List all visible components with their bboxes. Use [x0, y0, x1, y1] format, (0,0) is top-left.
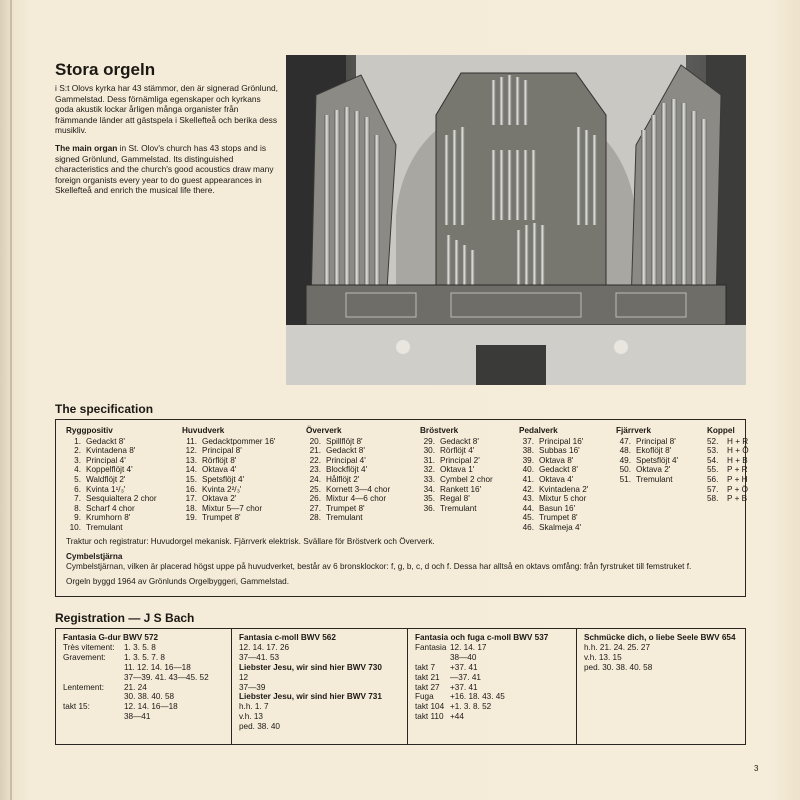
- page-number: 3: [754, 764, 759, 773]
- stop-row: [420, 494, 493, 504]
- stop-name: Gedacktpommer 16': [202, 436, 276, 446]
- stop-name: Gedackt 8': [440, 436, 479, 446]
- stop-name: Principal 4': [326, 455, 366, 465]
- piece-title: Fantasia G-dur BWV 572: [63, 633, 159, 642]
- spec-column: [182, 426, 275, 523]
- stop-name: Spetsflöjt 4': [202, 474, 245, 484]
- stop-name: Trumpet 8': [539, 513, 578, 523]
- registration-label: takt 7: [415, 662, 436, 672]
- registration-row: [63, 692, 231, 702]
- stop-list: +37. 41: [450, 682, 478, 692]
- stop-name: P + H: [727, 474, 748, 484]
- specification-title: The specification: [55, 402, 154, 416]
- stop-name: Kornett 3—4 chor: [326, 484, 391, 494]
- stop-row: [66, 494, 157, 504]
- stop-row: [519, 485, 588, 495]
- registration-row: [415, 692, 576, 702]
- division-title: Pedalverk: [519, 426, 558, 435]
- stop-name: Oktava 4': [539, 474, 574, 484]
- registration-label: takt 104: [415, 702, 445, 712]
- stop-name: Mixtur 5 chor: [539, 494, 587, 504]
- stop-name: P + R: [727, 465, 748, 475]
- stop-name: Oktava 2': [636, 465, 671, 475]
- stop-list: 11. 12. 14. 16—18: [124, 662, 191, 672]
- stop-name: Kvinta 1¹/₃': [86, 484, 126, 494]
- registration-label: takt 21: [415, 672, 440, 682]
- registration-label: [63, 673, 124, 683]
- registration-row: [415, 702, 576, 712]
- division-title: Huvudverk: [182, 426, 225, 435]
- stop-number: 35.: [423, 494, 435, 504]
- stop-name: Principal 16': [539, 436, 584, 446]
- stop-number: 52.: [707, 436, 719, 446]
- stop-row: [616, 446, 678, 456]
- stop-row: [66, 523, 157, 533]
- stop-row: [519, 513, 588, 523]
- stop-number: 56.: [707, 474, 719, 484]
- stop-name: Tremulant: [86, 522, 123, 532]
- stop-number: 26.: [309, 494, 321, 504]
- stop-number: 3.: [74, 455, 81, 465]
- stop-list: 12. 14. 17: [450, 642, 487, 652]
- stop-number: 25.: [309, 484, 321, 494]
- stop-list: ped. 38. 40: [239, 722, 280, 732]
- stop-name: Tremulant: [636, 474, 673, 484]
- registration-row: [415, 673, 576, 683]
- stop-row: [66, 513, 157, 523]
- spec-column: [420, 426, 493, 513]
- stop-number: 46.: [522, 522, 534, 532]
- division-title: Fjärrverk: [616, 426, 652, 435]
- stop-list: 12. 14. 16—18: [124, 702, 178, 712]
- stop-number: 4.: [74, 465, 81, 475]
- registration-label: [63, 692, 124, 702]
- stop-name: Krumhorn 8': [86, 513, 131, 523]
- stop-row: [306, 475, 390, 485]
- stop-row: [306, 504, 390, 514]
- stop-row: [519, 456, 588, 466]
- stop-row: [306, 513, 390, 523]
- registration-label: Lentement:: [63, 682, 104, 692]
- stop-name: Rörflöjt 4': [440, 446, 475, 456]
- stop-number: 8.: [74, 503, 81, 513]
- stop-list: 12: [239, 672, 249, 682]
- stop-name: Oktava 8': [539, 455, 574, 465]
- stop-number: 17.: [185, 494, 197, 504]
- intro-english-text: in St. Olov's church has 43 stops and is signed Grönlund, Gammelstad. Its distinguished characteristics and the church's good acoustics draw many foreign organists every year to do guest appearances in Skellefteå and enrich the musical life there.: [55, 142, 274, 196]
- stop-name: Subbas 16': [539, 446, 580, 456]
- stop-number: 40.: [522, 465, 534, 475]
- specification-box: [55, 419, 749, 597]
- registration-label: [415, 653, 450, 663]
- stop-name: Rörflöjt 8': [202, 455, 237, 465]
- stop-name: Trumpet 8': [202, 513, 241, 523]
- stop-number: 32.: [423, 465, 435, 475]
- stop-name: Cymbel 2 chor: [440, 474, 493, 484]
- stop-row: [182, 465, 275, 475]
- intro-block: [55, 60, 280, 203]
- stop-list: 1. 3. 5. 7. 8: [124, 652, 165, 662]
- registration-row: [63, 653, 231, 663]
- stop-row: [519, 523, 588, 533]
- stop-name: Kvinta 2²/₃': [202, 484, 242, 494]
- division-title: Koppel: [707, 426, 735, 435]
- stop-row: [66, 446, 157, 456]
- stop-name: Oktava 1': [440, 465, 475, 475]
- stop-row: [420, 456, 493, 466]
- stop-row: [707, 485, 749, 495]
- registration-label: takt 27: [415, 682, 440, 692]
- stop-row: [420, 485, 493, 495]
- registration-row: [63, 643, 231, 653]
- division-title: Bröstverk: [420, 426, 459, 435]
- spec-column: [707, 426, 749, 504]
- stop-name: H + B: [727, 455, 748, 465]
- stop-row: [182, 437, 275, 447]
- stop-row: [182, 475, 275, 485]
- stop-name: Spillflöjt 8': [326, 436, 363, 446]
- stop-row: [707, 437, 749, 447]
- stop-number: 7.: [74, 494, 81, 504]
- registration-column: [576, 629, 745, 744]
- spec-column: [519, 426, 588, 533]
- stop-name: Regal 8': [440, 494, 470, 504]
- stop-number: 30.: [423, 446, 435, 456]
- registration-row: [415, 712, 576, 722]
- stop-list: 12. 14. 17. 26: [239, 642, 290, 652]
- stop-name: Tremulant: [440, 503, 477, 513]
- stop-row: [306, 446, 390, 456]
- piece-title: Liebster Jesu, wir sind hier BWV 731: [239, 692, 382, 702]
- stop-number: 15.: [185, 474, 197, 484]
- stop-number: 31.: [423, 455, 435, 465]
- stop-number: 57.: [707, 484, 719, 494]
- stop-number: 28.: [309, 513, 321, 523]
- stop-list: 30. 38. 40. 58: [124, 692, 175, 702]
- spec-column: [616, 426, 678, 485]
- stop-list: +44: [450, 712, 464, 722]
- stop-number: 11.: [186, 436, 197, 446]
- stop-row: [519, 504, 588, 514]
- registration-label: [63, 712, 124, 722]
- stop-row: [182, 513, 275, 523]
- stop-name: Basun 16': [539, 503, 576, 513]
- stop-row: [306, 437, 390, 447]
- stop-number: 49.: [619, 455, 631, 465]
- stop-row: [420, 465, 493, 475]
- stop-number: 10.: [69, 522, 81, 532]
- stop-number: 12.: [185, 446, 197, 456]
- stop-list: v.h. 13: [239, 712, 263, 722]
- registration-title: Registration — J S Bach: [55, 611, 195, 625]
- stop-name: Koppelflöjt 4': [86, 465, 133, 475]
- stop-row: [66, 465, 157, 475]
- stop-list: +1. 3. 8. 52: [450, 702, 492, 712]
- stop-number: 53.: [707, 446, 719, 456]
- stop-row: [306, 456, 390, 466]
- stop-name: Principal 8': [202, 446, 242, 456]
- registration-row: [415, 683, 576, 693]
- stop-number: 37.: [522, 436, 534, 446]
- stop-row: [182, 494, 275, 504]
- stop-number: 50.: [619, 465, 631, 475]
- registration-row: [63, 673, 231, 683]
- stop-name: Hålflöjt 2': [326, 474, 360, 484]
- stop-name: H + Ö: [727, 446, 749, 456]
- stop-row: [707, 465, 749, 475]
- registration-column: [407, 629, 576, 744]
- stop-number: 23.: [309, 465, 321, 475]
- stop-row: [707, 446, 749, 456]
- stop-name: Ekoflöjt 8': [636, 446, 672, 456]
- stop-list: +16. 18. 43. 45: [450, 692, 505, 702]
- stop-number: 14.: [185, 465, 197, 475]
- stop-row: [519, 475, 588, 485]
- stop-number: 42.: [522, 484, 534, 494]
- stop-number: 2.: [74, 446, 81, 456]
- stop-number: 45.: [522, 513, 534, 523]
- stop-list: 37—39: [239, 682, 266, 692]
- built-text: Orgeln byggd 1964 av Grönlunds Orgelbyggeri, Gammelstad.: [66, 577, 290, 586]
- stop-number: 22.: [309, 455, 321, 465]
- stop-number: 34.: [423, 484, 435, 494]
- stop-row: [306, 465, 390, 475]
- stop-name: Waldflöjt 2': [86, 474, 126, 484]
- organ-photo: [286, 55, 746, 385]
- stop-list: v.h. 13. 15: [584, 652, 622, 662]
- piece-title: Fantasia c-moll BWV 562: [239, 633, 336, 642]
- intro-title: Stora orgeln: [55, 60, 156, 79]
- stop-number: 55.: [707, 465, 719, 475]
- stop-number: 29.: [423, 436, 435, 446]
- stop-number: 19.: [185, 513, 197, 523]
- registration-label: [63, 663, 124, 673]
- stop-row: [66, 437, 157, 447]
- stop-row: [519, 437, 588, 447]
- stop-row: [420, 475, 493, 485]
- organ-photo-drawing: [286, 55, 746, 385]
- division-title: Ryggpositiv: [66, 426, 113, 435]
- stop-number: 5.: [74, 474, 81, 484]
- stop-list: —37. 41: [450, 672, 481, 682]
- stop-name: Mixtur 4—6 chor: [326, 494, 387, 504]
- stop-number: 41.: [522, 474, 534, 484]
- stop-number: 48.: [619, 446, 631, 456]
- stop-row: [707, 456, 749, 466]
- registration-label: Gravement:: [63, 652, 106, 662]
- stop-row: [519, 494, 588, 504]
- stop-row: [616, 465, 678, 475]
- stop-list: 38—41: [124, 712, 151, 722]
- stop-list: +37. 41: [450, 662, 478, 672]
- stop-number: 54.: [707, 455, 719, 465]
- cymbel-text: Cymbelstjärnan, vilken är placerad högst uppe på huvudverket, består av 6 bronsklockor: f, g, b, c, d och f. Dessa har alltså en oktavs omfång: från fyrstruket till femstruket f.: [66, 562, 692, 571]
- stop-number: 39.: [522, 455, 534, 465]
- stop-name: P + Ö: [727, 484, 749, 494]
- stop-number: 13.: [185, 455, 197, 465]
- stop-name: Kvintadena 2': [539, 484, 589, 494]
- stop-name: Oktava 2': [202, 494, 237, 504]
- stop-number: 27.: [309, 503, 321, 513]
- stop-name: P + B: [727, 494, 748, 504]
- registration-column: [56, 629, 231, 744]
- stop-number: 16.: [185, 484, 197, 494]
- registration-box: [55, 628, 746, 745]
- registration-label: takt 15:: [63, 702, 90, 712]
- stop-row: [182, 446, 275, 456]
- stop-number: 38.: [522, 446, 534, 456]
- spec-notes: [66, 537, 736, 592]
- stop-number: 24.: [309, 474, 321, 484]
- stop-name: Principal 2': [440, 455, 480, 465]
- stop-name: Trumpet 8': [326, 503, 365, 513]
- stop-row: [707, 475, 749, 485]
- stop-name: Gedackt 8': [539, 465, 578, 475]
- stop-name: Mixtur 5—7 chor: [202, 503, 263, 513]
- registration-label: Fantasia: [415, 642, 447, 652]
- stop-row: [707, 494, 749, 504]
- stop-list: h.h. 1. 7: [239, 702, 269, 712]
- stop-row: [420, 504, 493, 514]
- traktur-text: Traktur och registratur: Huvudorgel mekanisk. Fjärrverk elektrisk. Svällare för Bröstverk och Öververk.: [66, 537, 435, 546]
- stop-list: 38—40: [450, 652, 477, 662]
- stop-row: [66, 475, 157, 485]
- piece-title: Liebster Jesu, wir sind hier BWV 730: [239, 662, 382, 672]
- stop-number: 6.: [74, 484, 81, 494]
- stop-number: 20.: [309, 436, 321, 446]
- page-fold: [10, 0, 12, 800]
- stop-number: 44.: [522, 503, 534, 513]
- stop-number: 1.: [74, 436, 81, 446]
- stop-name: Principal 8': [636, 436, 676, 446]
- registration-row: [415, 653, 576, 663]
- stop-number: 58.: [707, 494, 719, 504]
- registration-label: Fuga: [415, 692, 434, 702]
- registration-row: [63, 702, 231, 712]
- stop-number: 9.: [74, 513, 81, 523]
- stop-name: H + R: [727, 436, 749, 446]
- stop-name: Scharf 4 chor: [86, 503, 135, 513]
- stop-number: 36.: [423, 503, 435, 513]
- spec-column: [66, 426, 157, 533]
- stop-number: 21.: [309, 446, 321, 456]
- spec-column: [306, 426, 390, 523]
- stop-name: Spetsflöjt 4': [636, 455, 679, 465]
- stop-row: [182, 456, 275, 466]
- stop-name: Gedackt 8': [86, 436, 125, 446]
- registration-row: [63, 663, 231, 673]
- stop-name: Rankett 16': [440, 484, 482, 494]
- stop-name: Oktava 4': [202, 465, 237, 475]
- stop-number: 51.: [619, 474, 631, 484]
- piece-title: Schmücke dich, o liebe Seele BWV 654: [584, 633, 736, 642]
- stop-name: Kvintadena 8': [86, 446, 136, 456]
- intro-english: [55, 143, 280, 196]
- intro-swedish: i S:t Olovs kyrka har 43 stämmor, den är signerad Grönlund, Gammelstad. Dess förnämliga egenskaper och kyrkans goda akustik lockar årligen många organister från främmande länder att gästspela i Skellefteå och berika dess musikliv.: [55, 83, 278, 136]
- stop-row: [420, 446, 493, 456]
- stop-number: 43.: [522, 494, 534, 504]
- stop-row: [616, 475, 678, 485]
- stop-row: [306, 494, 390, 504]
- stop-name: Blockflöjt 4': [326, 465, 368, 475]
- stop-number: 47.: [619, 436, 631, 446]
- cymbel-title: Cymbelstjärna: [66, 552, 123, 561]
- stop-list: 1. 3. 5. 8: [124, 642, 156, 652]
- registration-row: [415, 643, 576, 653]
- registration-label: Très vitement:: [63, 642, 115, 652]
- division-title: Öververk: [306, 426, 342, 435]
- stop-row: [420, 437, 493, 447]
- registration-column: [231, 629, 407, 744]
- stop-row: [616, 437, 678, 447]
- stop-list: 37—41. 53: [239, 652, 280, 662]
- registration-row: [415, 663, 576, 673]
- stop-row: [66, 456, 157, 466]
- stop-row: [519, 465, 588, 475]
- registration-row: [63, 683, 231, 693]
- stop-row: [66, 504, 157, 514]
- stop-row: [519, 446, 588, 456]
- piece-title: Fantasia och fuga c-moll BWV 537: [415, 633, 549, 642]
- stop-list: ped. 30. 38. 40. 58: [584, 662, 653, 672]
- stop-number: 33.: [423, 474, 435, 484]
- stop-number: 18.: [185, 503, 197, 513]
- intro-english-lead: The main organ: [55, 142, 118, 153]
- stop-list: 37—39. 41. 43—45. 52: [124, 672, 209, 682]
- stop-row: [182, 504, 275, 514]
- registration-label: takt 110: [415, 712, 444, 722]
- stop-list: 21. 24: [124, 682, 147, 692]
- stop-row: [616, 456, 678, 466]
- stop-name: Tremulant: [326, 513, 363, 523]
- stop-name: Gedackt 8': [326, 446, 365, 456]
- stop-row: [306, 485, 390, 495]
- registration-row: [63, 712, 231, 722]
- stop-list: h.h. 21. 24. 25. 27: [584, 642, 651, 652]
- stop-row: [182, 485, 275, 495]
- stop-row: [66, 485, 157, 495]
- stop-name: Principal 4': [86, 455, 126, 465]
- stop-name: Skalmeja 4': [539, 522, 582, 532]
- stop-name: Sesquialtera 2 chor: [86, 494, 157, 504]
